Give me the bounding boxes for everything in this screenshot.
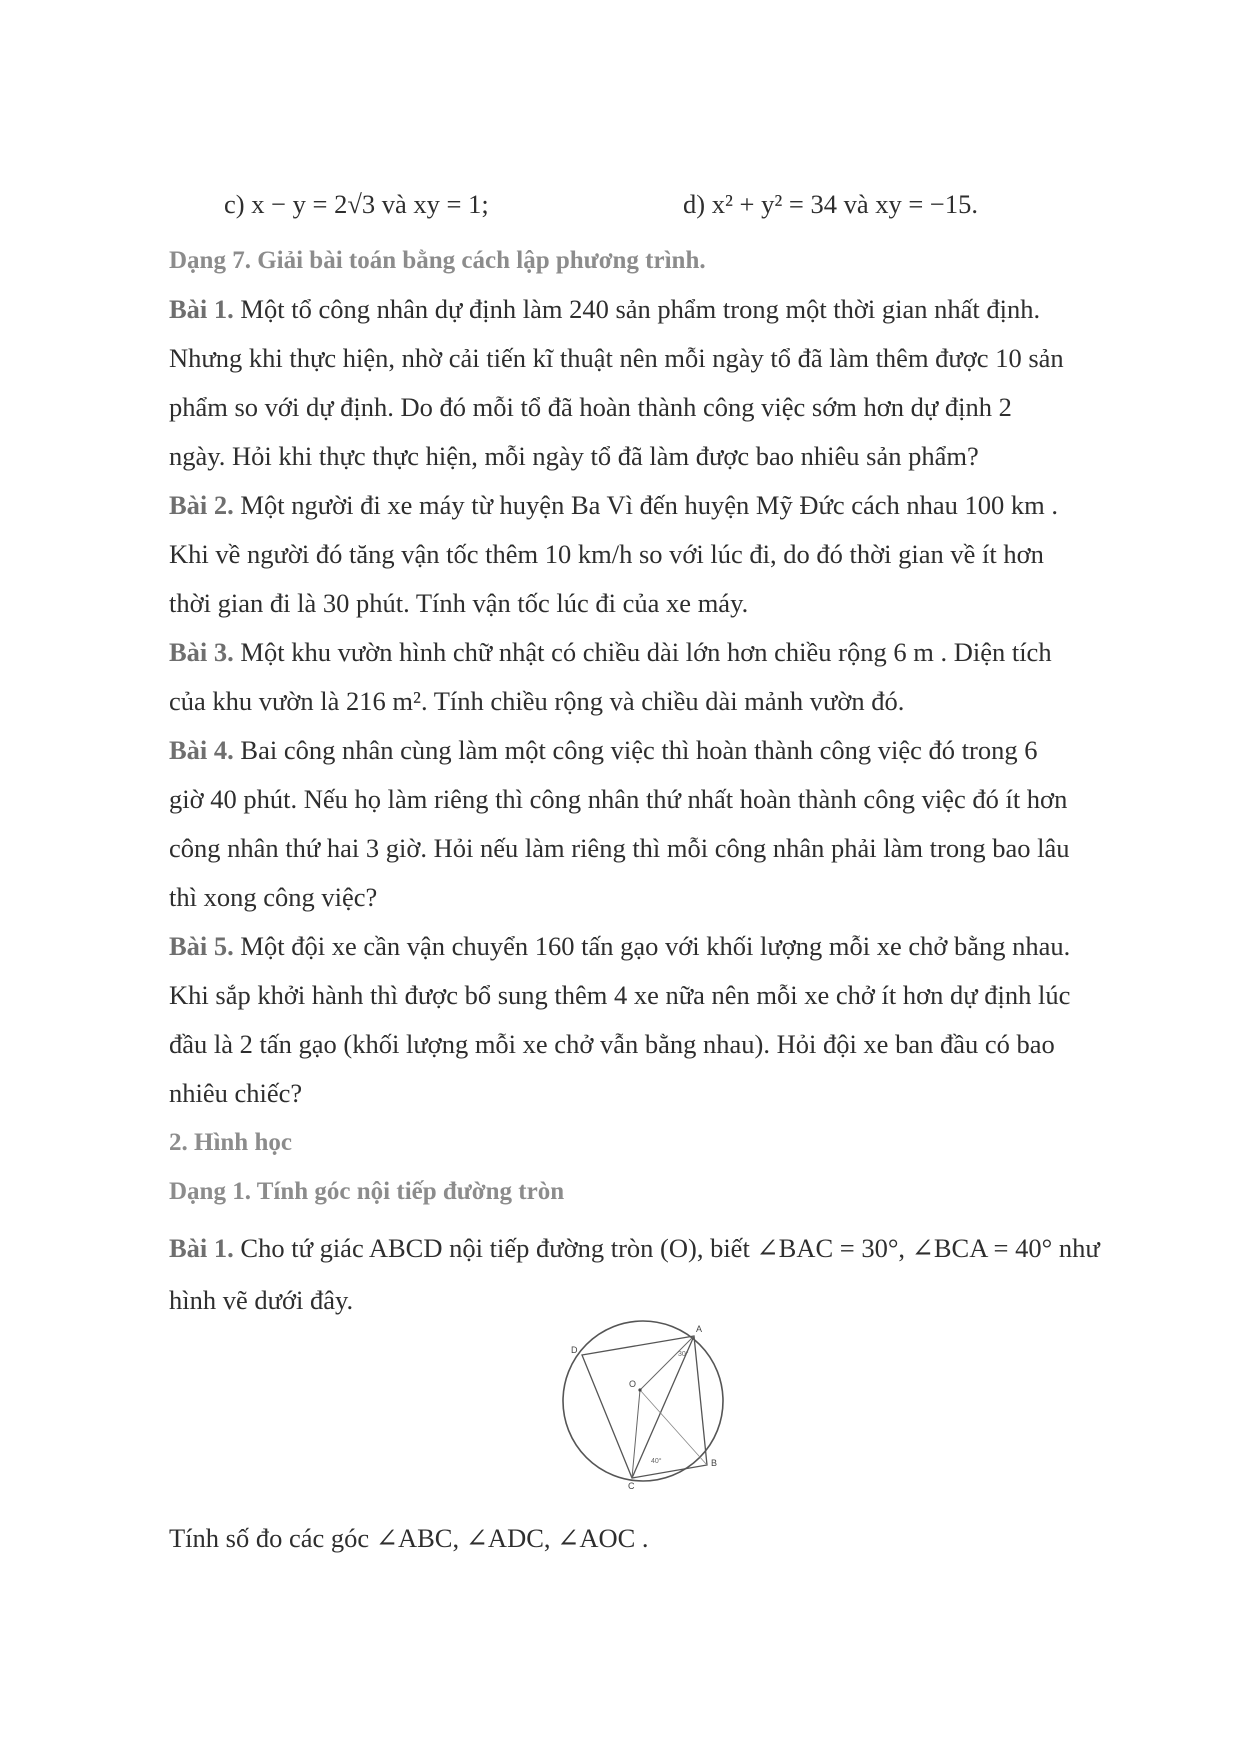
problem-4-line-4: thì xong công việc? [169,882,378,912]
geometry-question: Tính số đo các góc ∠ABC, ∠ADC, ∠AOC . [169,1523,649,1553]
problem-5-label: Bài 5. [169,931,234,961]
problem-5 [169,922,1117,1118]
label-a: A [696,1324,703,1334]
problem-2 [169,481,1117,628]
item-d: d) x² + y² = 34 và xy = −15. [683,189,979,219]
label-b: B [711,1458,718,1468]
problem-5-line-2: Khi sắp khởi hành thì được bổ sung thêm 4 xe nữa nên mỗi xe chở ít hơn dự định lúc [169,980,1071,1010]
point-o [638,1388,641,1391]
geometry-form-1-title: Dạng 1. Tính góc nội tiếp đường tròn [169,1178,565,1205]
problem-1-label: Bài 1. [169,294,234,324]
geometry-title: 2. Hình học [169,1129,292,1156]
item-c: c) x − y = 2√3 và xy = 1; [224,189,489,219]
problem-1-line-4: ngày. Hỏi khi thực thực hiện, mỗi ngày tổ đã làm được bao nhiêu sản phẩm? [169,441,979,471]
geometry-problem-1 [169,1220,1117,1325]
segment-bo [640,1390,707,1465]
problem-3 [169,628,1117,726]
label-d: D [571,1345,578,1355]
problem-4-line-1: Bai công nhân cùng làm một công việc thì hoàn thành công việc đó trong 6 [240,735,1038,765]
label-o: O [629,1379,637,1389]
label-angle-c: 40° [651,1458,662,1465]
problem-1-line-2: Nhưng khi thực hiện, nhờ cải tiến kĩ thuật nên mỗi ngày tổ đã làm thêm được 10 sản [169,343,1064,373]
problem-3-label: Bài 3. [169,637,234,667]
section-7-title: Dạng 7. Giải bài toán bằng cách lập phương trình. [169,247,706,274]
problem-1-line-1: Một tổ công nhân dự định làm 240 sản phẩm trong một thời gian nhất định. [240,294,1041,324]
problem-1 [169,285,1117,481]
geometry-problem-1-line-1: Cho tứ giác ABCD nội tiếp đường tròn (O), biết ∠BAC = 30°, ∠BCA = 40° như [240,1233,1100,1263]
segment-oc [632,1390,640,1478]
label-angle-a: 30° [678,1351,689,1358]
circle-figure [560,1320,730,1490]
problem-5-line-1: Một đội xe cần vận chuyển 160 tấn gạo với khối lượng mỗi xe chở bằng nhau. [240,931,1071,961]
problem-2-line-3: thời gian đi là 30 phút. Tính vận tốc lúc đi của xe máy. [169,588,749,618]
geometry-problem-1-label: Bài 1. [169,1233,234,1263]
problem-4-line-2: giờ 40 phút. Nếu họ làm riêng thì công nhân thứ nhất hoàn thành công việc đó ít hơn [169,784,1068,814]
problem-3-line-2: của khu vườn là 216 m². Tính chiều rộng và chiều dài mảnh vườn đó. [169,686,905,716]
problem-4-label: Bài 4. [169,735,234,765]
problem-4-line-3: công nhân thứ hai 3 giờ. Hỏi nếu làm riêng thì mỗi công nhân phải làm trong bao lâu [169,833,1070,863]
problem-2-line-2: Khi về người đó tăng vận tốc thêm 10 km/h so với lúc đi, do đó thời gian về ít hơn [169,539,1044,569]
label-c: C [628,1481,635,1490]
problem-5-line-4: nhiêu chiếc? [169,1078,303,1108]
problem-2-label: Bài 2. [169,490,234,520]
problem-1-line-3: phẩm so với dự định. Do đó mỗi tổ đã hoàn thành công việc sớm hơn dự định 2 [169,392,1012,422]
geometry-problem-1-line-2: hình vẽ dưới đây. [169,1285,354,1315]
problem-4 [169,726,1117,922]
problem-5-line-3: đầu là 2 tấn gạo (khối lượng mỗi xe chở vẫn bằng nhau). Hỏi đội xe ban đầu có bao [169,1029,1055,1059]
problem-2-line-1: Một người đi xe máy từ huyện Ba Vì đến huyện Mỹ Đức cách nhau 100 km . [240,490,1059,520]
problem-3-line-1: Một khu vườn hình chữ nhật có chiều dài lớn hơn chiều rộng 6 m . Diện tích [240,637,1052,667]
